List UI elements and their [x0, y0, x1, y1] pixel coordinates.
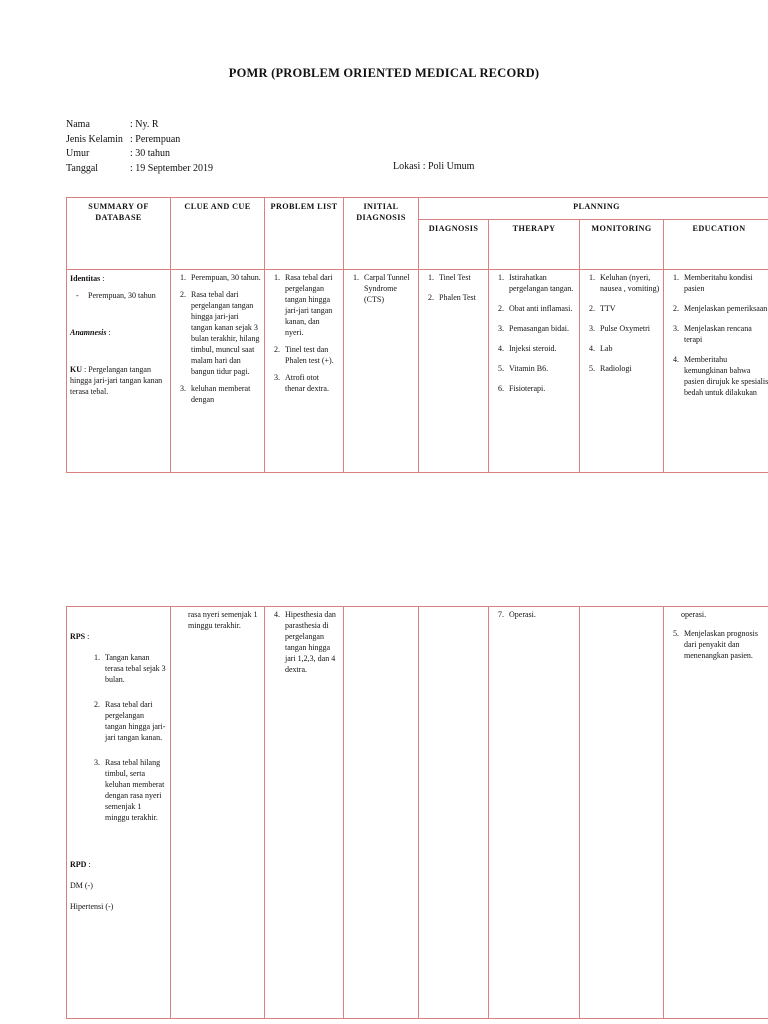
- nama-row: [66, 118, 213, 133]
- rps-suffix: :: [85, 632, 90, 641]
- header-summary: SUMMARY OF DATABASE: [67, 198, 171, 270]
- therapy-item: 4. Injeksi steroid.: [506, 343, 576, 354]
- monitoring-item: 1. Keluhan (nyeri, nausea , vomiting): [597, 272, 660, 294]
- tanggal-value: : 19 September 2019: [130, 162, 214, 174]
- summary-cell-cont: [67, 607, 171, 1019]
- therapy-item: 5. Vitamin B6.: [506, 363, 576, 374]
- ku-text: : Pergelangan tangan hingga jari-jari tangan kanan terasa tebal.: [70, 365, 163, 396]
- problem-item: 3. Atrofi otot thenar dextra.: [282, 372, 340, 394]
- monitoring-item: 4. Lab: [597, 343, 660, 354]
- patient-info: [66, 118, 213, 176]
- rps-item: 1. Tangan kanan terasa tebal sejak 3 bulan.: [102, 652, 167, 685]
- therapy-item: 6. Fisioterapi.: [506, 383, 576, 394]
- monitoring-cell: [580, 270, 664, 473]
- diagnosis-cell-cont: [419, 607, 489, 1019]
- rpd-item: DM (-): [70, 881, 93, 890]
- jk-row: [66, 133, 213, 148]
- header-diagnosis: DIAGNOSIS: [419, 219, 489, 269]
- page-title: POMR (PROBLEM ORIENTED MEDICAL RECORD): [228, 66, 540, 80]
- therapy-item: 1. Istirahatkan pergelangan tangan.: [506, 272, 576, 294]
- rpd-item: Hipertensi (-): [70, 902, 114, 911]
- monitoring-cell-cont: [580, 607, 664, 1019]
- tanggal-label: Tanggal: [66, 162, 99, 174]
- header-monitoring: MONITORING: [580, 219, 664, 269]
- therapy-cell: [489, 270, 580, 473]
- education-cell-cont: [664, 607, 768, 1019]
- umur-row: [66, 147, 213, 162]
- education-item: 4. Memberitahu kemungkinan bahwa pasien dirujuk ke spesialis bedah untuk dilakukan: [681, 354, 768, 398]
- monitoring-item: 5. Radiologi: [597, 363, 660, 374]
- education-item: 1. Memberitahu kondisi pasien: [681, 272, 768, 294]
- identitas-label: Identitas: [70, 274, 101, 283]
- diagnosis-item: 1. Tinel Test: [436, 272, 485, 283]
- tanggal-row: [66, 162, 213, 177]
- anamnesis-label: Anamnesis: [70, 328, 107, 337]
- education-item: 5. Menjelaskan prognosis dari penyakit dan menenangkan pasien.: [681, 628, 768, 661]
- problem-item: 1. Rasa tebal dari pergelangan tangan hingga jari-jari tangan kanan, dan nyeri.: [282, 272, 340, 338]
- header-education: EDUCATION: [664, 219, 768, 269]
- header-clue: CLUE AND CUE: [171, 198, 265, 270]
- pomr-table-page1: [66, 197, 768, 473]
- problem-cell: [265, 270, 344, 473]
- umur-value: : 30 tahun: [130, 148, 170, 159]
- header-initial: INITIAL DIAGNOSIS: [344, 198, 419, 270]
- rps-label: RPS: [70, 632, 86, 641]
- rpd-suffix: :: [86, 860, 91, 869]
- identitas-item: - Perempuan, 30 tahun: [88, 290, 167, 301]
- summary-cell: [67, 270, 171, 473]
- therapy-item: 3. Pemasangan bidai.: [506, 323, 576, 334]
- ku-label: KU: [70, 365, 82, 374]
- problem-cell-cont: [265, 607, 344, 1019]
- monitoring-item: 2. TTV: [597, 303, 660, 314]
- monitoring-item: 3. Pulse Oxymetri: [597, 323, 660, 334]
- therapy-item: 2. Obat anti inflamasi.: [506, 303, 576, 314]
- clue-item: 1. Perempuan, 30 tahun.: [188, 272, 261, 283]
- initial-cell-cont: [344, 607, 419, 1019]
- header-problem: PROBLEM LIST: [265, 198, 344, 270]
- clue-item: 2. Rasa tebal dari pergelangan tangan hingga jari-jari tangan kanan sejak 3 bulan terakhir, hilang timbul, muncul saat malam hari dan bangun tidur pagi.: [188, 289, 261, 377]
- clue-cell-cont: [171, 607, 265, 1019]
- jk-value: : Perempuan: [130, 133, 181, 145]
- umur-label: Umur: [66, 148, 90, 159]
- therapy-item: 7. Operasi.: [506, 609, 576, 620]
- problem-item: 2. Tinel test dan Phalen test (+).: [282, 344, 340, 366]
- initial-cell: [344, 270, 419, 473]
- header-planning: PLANNING: [419, 198, 768, 220]
- anamnesis-suffix: :: [106, 328, 111, 337]
- education-item: 3. Menjelaskan rencana terapi: [681, 323, 768, 345]
- education-cell: [664, 270, 768, 473]
- nama-label: Nama: [66, 119, 90, 130]
- lokasi-text: Lokasi : Poli Umum: [393, 161, 475, 172]
- education-cont-text: operasi.: [681, 610, 707, 619]
- clue-cont-text: rasa nyeri semenjak 1 minggu terakhir.: [188, 610, 258, 630]
- jk-label: Jenis Kelamin: [66, 133, 123, 145]
- header-therapy: THERAPY: [489, 219, 580, 269]
- rps-item: 2. Rasa tebal dari pergelangan tangan hingga jari-jari tangan kanan.: [102, 699, 167, 743]
- problem-item: 4. Hipesthesia dan parasthesia di pergelangan tangan hingga jari 1,2,3, dan 4 dextra.: [282, 609, 340, 675]
- diagnosis-item: 2. Phalen Test: [436, 292, 485, 303]
- initial-item: 1. Carpal Tunnel Syndrome (CTS): [361, 272, 415, 305]
- rpd-label: RPD: [70, 860, 87, 869]
- clue-item: 3. keluhan memberat dengan: [188, 383, 261, 405]
- diagnosis-cell: [419, 270, 489, 473]
- therapy-cell-cont: [489, 607, 580, 1019]
- rps-item: 3. Rasa tebal hilang timbul, serta keluhan memberat dengan rasa nyeri semenjak 1 minggu terakhir.: [102, 757, 167, 823]
- identitas-suffix: :: [100, 274, 105, 283]
- clue-cell: [171, 270, 265, 473]
- pomr-table-page2: [66, 606, 768, 1019]
- education-item: 2. Menjelaskan pemeriksaan: [681, 303, 768, 314]
- nama-value: : Ny. R: [130, 119, 159, 130]
